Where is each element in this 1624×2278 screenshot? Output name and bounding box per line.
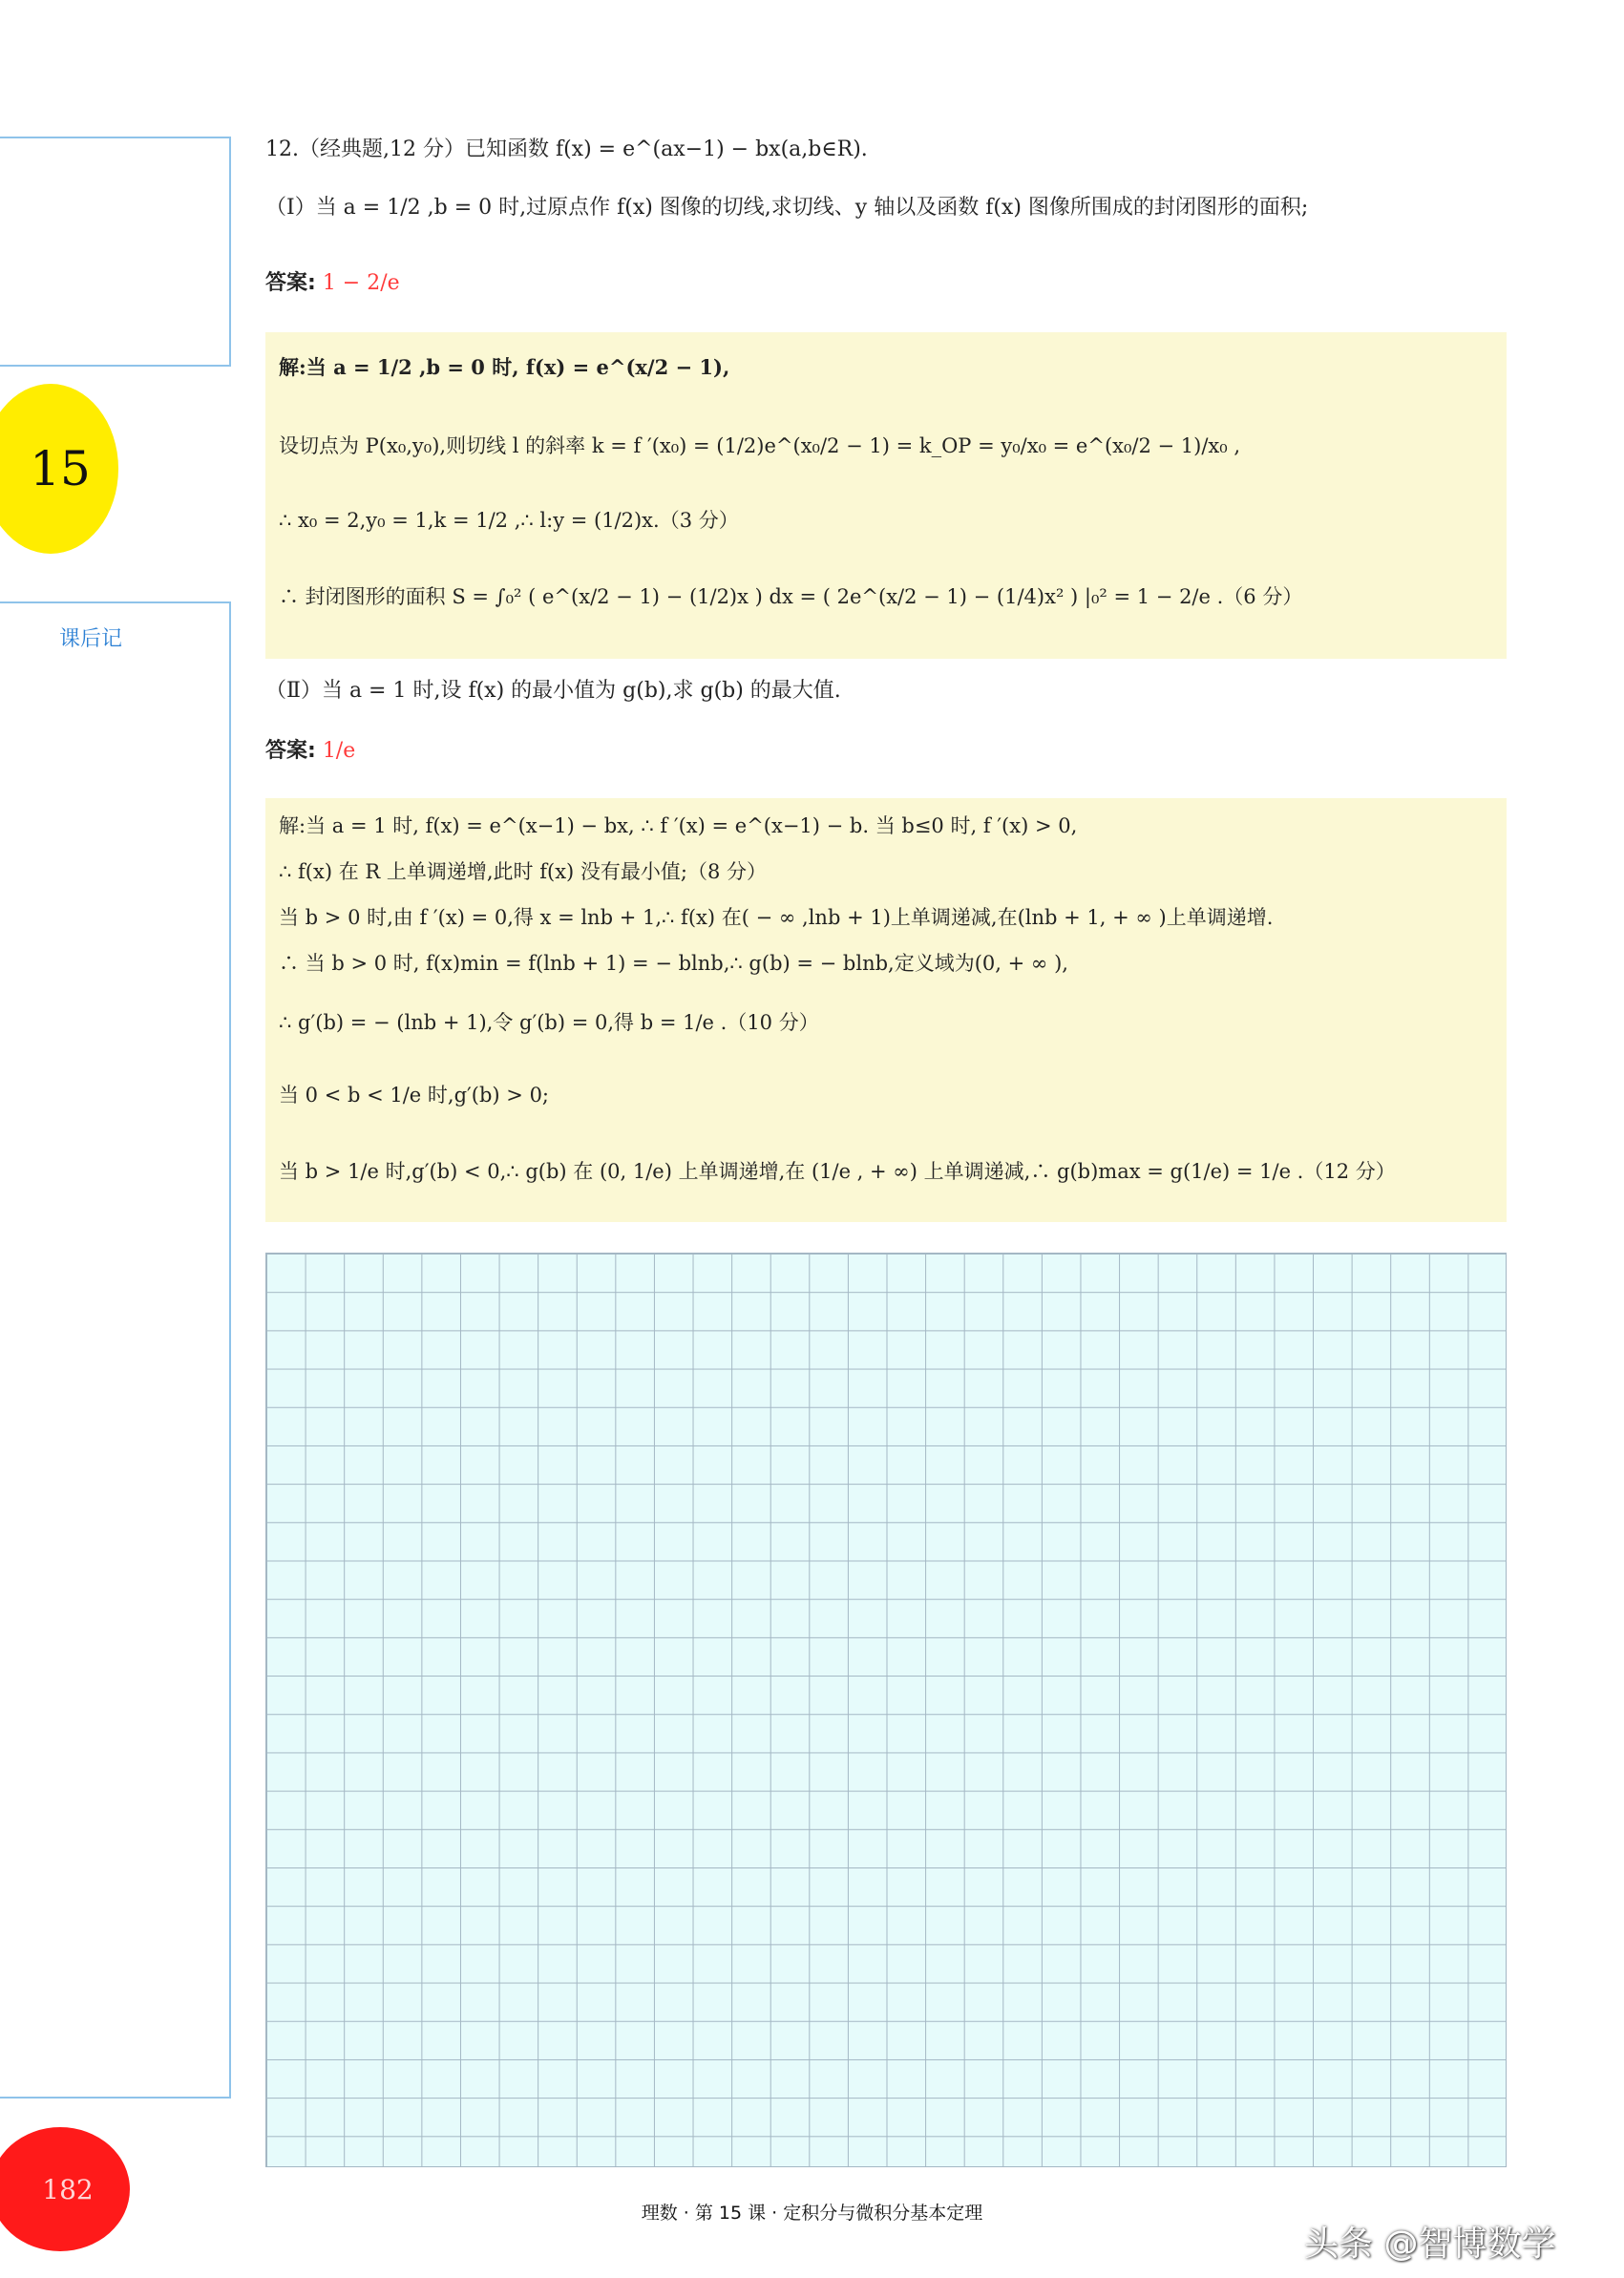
- sidebar-notes-box: [0, 601, 231, 2099]
- answer1-value: 1 − 2/e: [322, 271, 400, 295]
- problem-part1: （Ⅰ）当 a = 1/2 ,b = 0 时,过原点作 f(x) 图像的切线,求切线、y 轴以及函数 f(x) 图像所围成的封闭图形的面积;: [265, 196, 1309, 220]
- solution2-line-3: 当 b > 0 时,由 f ′(x) = 0,得 x = lnb + 1,∴ f(x) 在( − ∞ ,lnb + 1)上单调递减,在(lnb + 1, + ∞ )上单调递增.: [279, 906, 1274, 929]
- watermark: 头条 @智博数学: [1304, 2225, 1556, 2264]
- notes-label: 课后记: [59, 627, 123, 651]
- problem-part2: （Ⅱ）当 a = 1 时,设 f(x) 的最小值为 g(b),求 g(b) 的最大值.: [265, 679, 841, 703]
- lesson-number-badge: [0, 384, 118, 554]
- solution1-box: [265, 332, 1507, 659]
- answer1-label: 答案:: [265, 271, 316, 295]
- page-footer: 理数 · 第 15 课 · 定积分与微积分基本定理: [641, 2203, 983, 2224]
- solution1-line-4: ∴ 封闭图形的面积 S = ∫₀² ( e^(x/2 − 1) − (1/2)x ) dx = ( 2e^(x/2 − 1) − (1/4)x² ) |₀² = 1 − 2/e .（6 分）: [279, 585, 1303, 608]
- solution2-line-4: ∴ 当 b > 0 时, f(x)min = f(lnb + 1) = − blnb,∴ g(b) = − blnb,定义域为(0, + ∞ ),: [279, 952, 1068, 975]
- solution2-line-1: 解:当 a = 1 时, f(x) = e^(x−1) − bx, ∴ f ′(x) = e^(x−1) − b. 当 b≤0 时, f ′(x) > 0,: [279, 814, 1078, 837]
- solution1-line-2: 设切点为 P(x₀,y₀),则切线 l 的斜率 k = f ′(x₀) = (1/2)e^(x₀/2 − 1) = k_OP = y₀/x₀ = e^(x₀/2 − 1)/x₀ ,: [279, 434, 1241, 457]
- solution1-line-3: ∴ x₀ = 2,y₀ = 1,k = 1/2 ,∴ l:y = (1/2)x.（3 分）: [279, 509, 739, 532]
- answer2-label: 答案:: [265, 739, 316, 763]
- answer1-row: [265, 269, 400, 298]
- solution2-line-7: 当 b > 1/e 时,g′(b) < 0,∴ g(b) 在 (0, 1/e) 上单调递增,在 (1/e , + ∞) 上单调递减,∴ g(b)max = g(1/e) = 1/e .（12 分）: [279, 1160, 1396, 1183]
- solution2-line-2: ∴ f(x) 在 R 上单调递增,此时 f(x) 没有最小值;（8 分）: [279, 860, 768, 883]
- page-number-badge: [0, 2127, 130, 2251]
- sidebar-top-box: [0, 137, 231, 367]
- notes-grid: [265, 1253, 1507, 2167]
- problem-header: 12.（经典题,12 分）已知函数 f(x) = e^(ax−1) − bx(a,b∈R).: [265, 137, 868, 161]
- answer2-value: 1/e: [322, 739, 356, 763]
- solution2-line-5: ∴ g′(b) = − (lnb + 1),令 g′(b) = 0,得 b = 1/e .（10 分）: [279, 1011, 819, 1034]
- solution2-box: [265, 798, 1507, 1222]
- page-number: 182: [42, 2173, 94, 2205]
- answer2-row: [265, 737, 355, 766]
- lesson-number: 15: [30, 441, 91, 496]
- solution2-line-6: 当 0 < b < 1/e 时,g′(b) > 0;: [279, 1084, 550, 1107]
- solution1-line-1: 解:当 a = 1/2 ,b = 0 时, f(x) = e^(x/2 − 1),: [279, 355, 730, 379]
